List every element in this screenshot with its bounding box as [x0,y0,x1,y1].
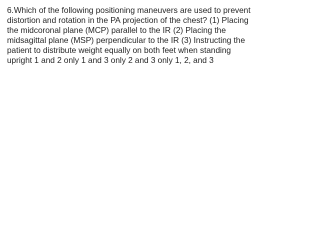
question-text: 6.Which of the following positioning maneuvers are used to prevent distortion and rotation in the PA projection of the chest? (1) Placing the midcoronal plane (MCP) parallel to the IR (2) Placing the midsagittal plane (MSP) perpendicular to the IR (3) Instructing the patient to distribute weight equally on both feet when standing upright 1 and 2 only 1 and 3 only 2 and 3 only 1, 2, and 3 [7,6,253,65]
